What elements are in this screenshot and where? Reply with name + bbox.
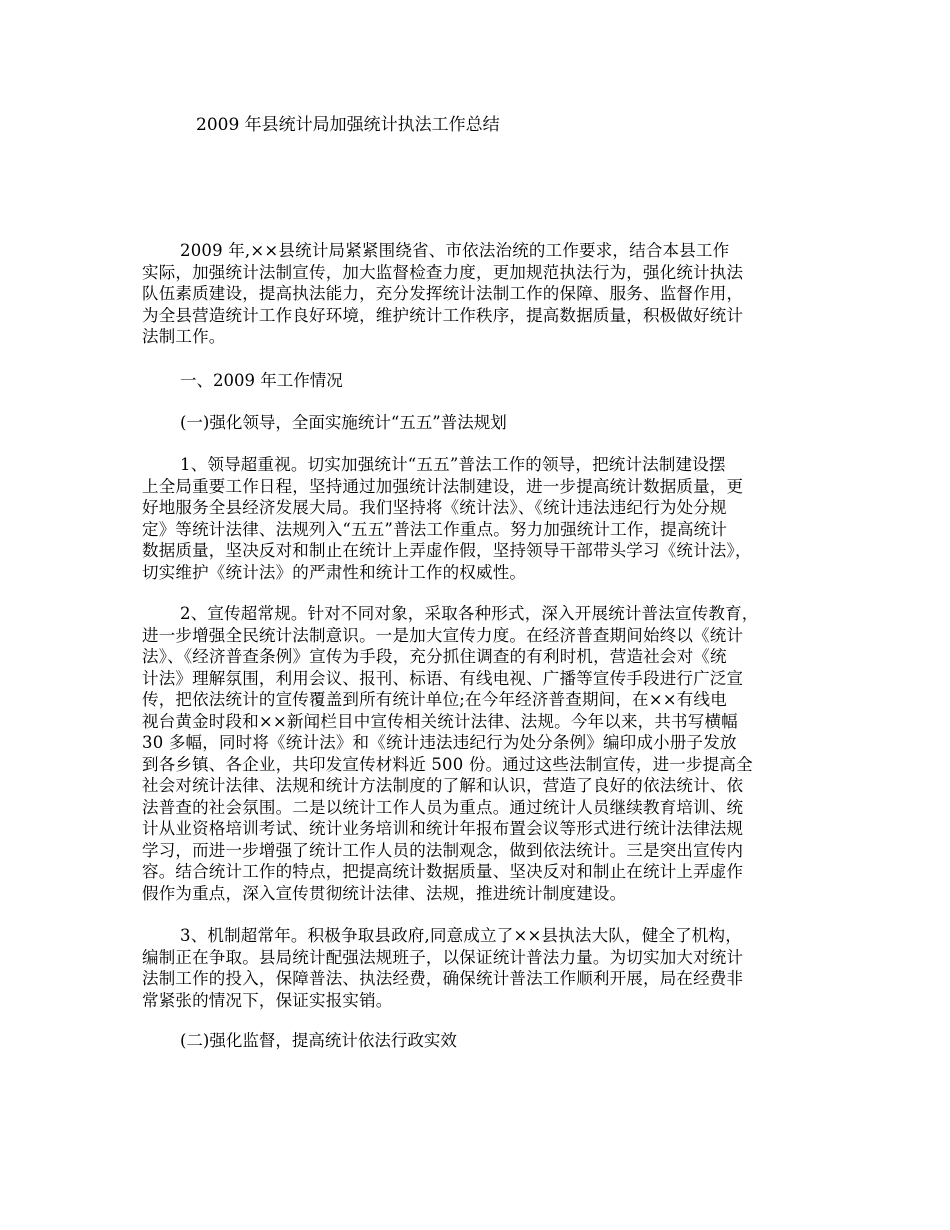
item-2-line: 法》、《经济普查条例》宣传为手段，充分抓住调查的有利时机，营造社会对《统 — [142, 647, 727, 666]
item-2-line: 假作为重点，深入宣传贯彻统计法律、法规，推进统计制度建设。 — [142, 883, 627, 903]
item-1-paragraph — [142, 454, 822, 583]
item-2-line: 传，把依法统计的宣传覆盖到所有统计单位;在今年经济普查期间，在××有线电 — [142, 690, 727, 709]
item-2-line: 到各乡镇、各企业，共印发宣传材料近 500 份。通过这些法制宣传，进一步提高全 — [142, 754, 753, 774]
item-3-paragraph — [142, 925, 822, 1011]
item-2-line: 计从业资格培训考试、统计业务培训和统计年报布置会议等形式进行统计法律法规 — [142, 819, 744, 838]
item-2-line: 进一步增强全民统计法制意识。一是加大宣传力度。在经济普查期间始终以《统计 — [142, 625, 744, 645]
item-3-line: 编制正在争取。县局统计配强法规班子，以保证统计普法力量。为切实加大对统计 — [142, 947, 744, 967]
intro-line: 为全县营造统计工作良好环境，维护统计工作秩序，提高数据质量，积极做好统计 — [142, 305, 744, 325]
item-2-line: 容。结合统计工作的特点，把提高统计数据质量、坚决反对和制止在统计上弄虚作 — [142, 862, 744, 881]
item-2-line: 学习，而进一步增强了统计工作人员的法制观念，做到依法统计。三是突出宣传内 — [142, 840, 744, 860]
intro-paragraph — [142, 240, 822, 348]
section-heading-1: 一、2009 年工作情况 — [180, 371, 343, 390]
item-3-line: 常紧张的情况下，保证实报实销。 — [142, 990, 393, 1010]
subsection-heading-1: (一)强化领导，全面实施统计“五五”普法规划 — [180, 413, 507, 432]
item-2-line: 30 多幅，同时将《统计法》和《统计违法违纪行为处分条例》编印成小册子发放 — [142, 733, 737, 752]
item-1-line: 数据质量，坚决反对和制止在统计上弄虚作假，坚持领导干部带头学习《统计法》， — [142, 541, 752, 560]
subsection-heading-2: (二)强化监督，提高统计依法行政实效 — [180, 1031, 457, 1050]
item-3-line: 法制工作的投入，保障普法、执法经费，确保统计普法工作顺利开展，局在经费非 — [142, 969, 744, 988]
document-title: 2009 年县统计局加强统计执法工作总结 — [196, 115, 500, 135]
item-2-line: 法普查的社会氛围。二是以统计工作人员为重点。通过统计人员继续教育培训、统 — [142, 797, 744, 817]
intro-line: 2009 年,××县统计局紧紧围绕省、市依法治统的工作要求，结合本县工作 — [180, 241, 730, 260]
item-1-line: 1、领导超重视。切实加强统计“五五”普法工作的领导，把统计法制建设摆 — [180, 455, 726, 474]
item-2-line: 2、宣传超常规。针对不同对象，采取各种形式，深入开展统计普法宣传教育， — [180, 604, 759, 623]
item-2-line: 社会对统计法律、法规和统计方法制度的了解和认识，营造了良好的依法统计、依 — [142, 776, 744, 795]
intro-line: 法制工作。 — [142, 327, 226, 346]
item-1-line: 切实维护《统计法》的严肃性和统计工作的权威性。 — [142, 562, 527, 582]
item-1-line: 定》等统计法律、法规列入“五五”普法工作重点。努力加强统计工作，提高统计 — [142, 519, 728, 539]
item-2-paragraph — [142, 603, 822, 904]
item-2-line: 视台黄金时段和××新闻栏目中宣传相关统计法律、法规。今年以来，共书写横幅 — [142, 711, 738, 731]
intro-line: 实际，加强统计法制宣传，加大监督检查力度，更加规范执法行为，强化统计执法 — [142, 262, 744, 282]
item-2-line: 计法》理解氛围，利用会议、报刊、标语、有线电视、广播等宣传手段进行广泛宣 — [142, 668, 744, 688]
item-1-line: 好地服务全县经济发展大局。我们坚持将《统计法》、《统计违法违纪行为处分规 — [142, 498, 727, 517]
item-3-line: 3、机制超常年。积极争取县政府,同意成立了××县执法大队，健全了机构， — [180, 926, 742, 945]
intro-line: 队伍素质建设，提高执法能力，充分发挥统计法制工作的保障、服务、监督作用， — [142, 284, 744, 303]
item-1-line: 上全局重要工作日程，坚持通过加强统计法制建设，进一步提高统计数据质量，更 — [142, 476, 744, 496]
